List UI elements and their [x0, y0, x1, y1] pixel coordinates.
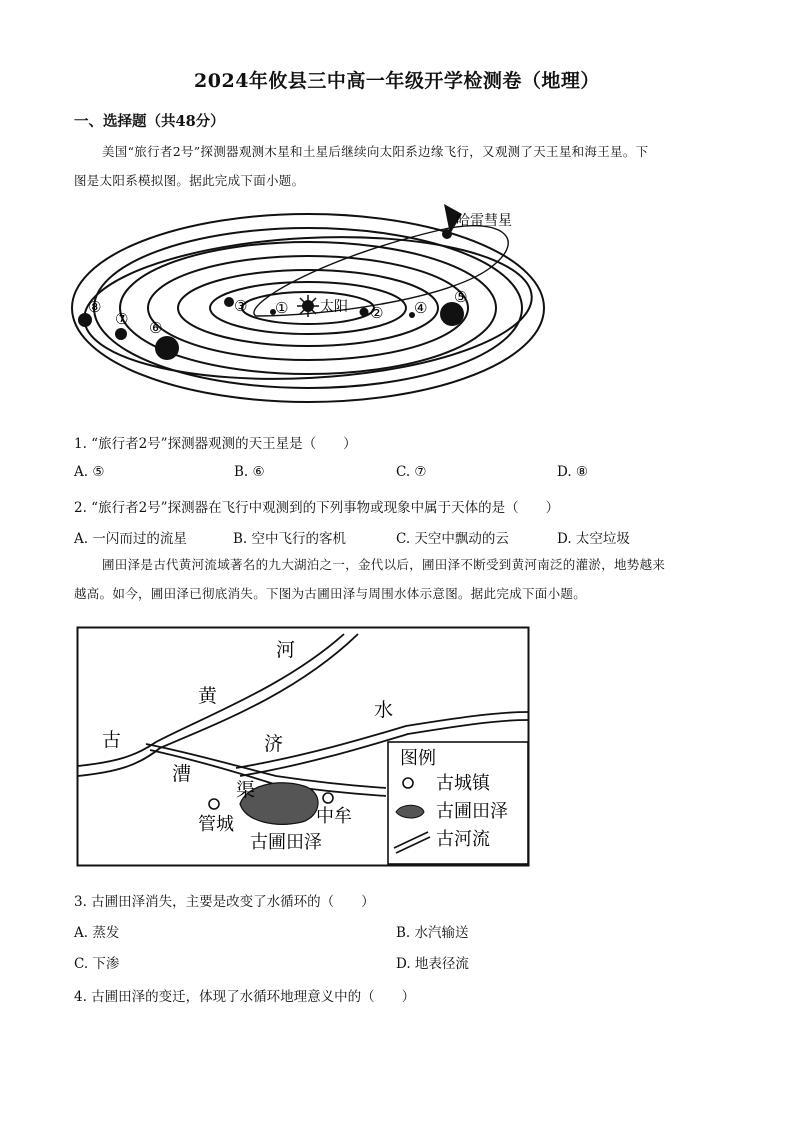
- passage-2: [74, 550, 724, 608]
- label-lake: 古圃田泽: [250, 832, 322, 853]
- label-guancheng: 管城: [198, 814, 234, 835]
- river-map-figure: [76, 626, 531, 868]
- label-he: 河: [276, 639, 296, 661]
- q3-option-c[interactable]: C. 下渗: [74, 956, 120, 972]
- comet-label: 哈雷彗星: [456, 213, 512, 229]
- passage-2-line-1: 圃田泽是古代黄河流域著名的九大湖泊之一，金代以后，圃田泽不断受到黄河南泛的灌淤，地势越来: [102, 557, 666, 572]
- planet-label-3: ③: [234, 297, 248, 315]
- legend-item-town: 古城镇: [436, 773, 490, 794]
- q3-option-d[interactable]: D. 地表径流: [396, 956, 469, 972]
- label-qu: 渠: [236, 779, 256, 801]
- question-4-stem: 4. 古圃田泽的变迁，体现了水循环地理意义中的（ ）: [74, 989, 416, 1005]
- legend-title: 图例: [400, 748, 436, 769]
- question-3-stem: 3. 古圃田泽消失，主要是改变了水循环的（ ）: [74, 894, 375, 910]
- q1-option-c[interactable]: C. ⑦: [396, 464, 427, 480]
- q3-option-b[interactable]: B. 水汽输送: [396, 925, 469, 941]
- q2-option-c[interactable]: C. 天空中飘动的云: [396, 531, 509, 547]
- planet-label-5: ⑤: [454, 288, 468, 306]
- q2-option-a[interactable]: A. 一闪而过的流星: [74, 531, 187, 547]
- label-shui: 水: [374, 699, 394, 721]
- question-2-stem: 2. “旅行者2号”探测器在飞行中观测到的下列事物或现象中属于天体的是（ ）: [74, 500, 560, 516]
- q1-option-a[interactable]: A. ⑤: [74, 464, 105, 480]
- label-cao: 漕: [172, 763, 192, 785]
- q2-option-d[interactable]: D. 太空垃圾: [557, 531, 630, 547]
- label-zhongmou: 中牟: [316, 806, 352, 827]
- q3-option-a[interactable]: A. 蒸发: [74, 925, 120, 941]
- legend-item-lake: 古圃田泽: [436, 801, 508, 822]
- planet-label-6: ⑥: [149, 319, 163, 337]
- planet-label-4: ④: [414, 299, 428, 317]
- planet-label-7: ⑦: [115, 310, 129, 328]
- label-ji: 济: [264, 733, 284, 755]
- page-title: 2024年攸县三中高一年级开学检测卷（地理）: [194, 70, 600, 92]
- label-gu: 古: [102, 729, 122, 751]
- q1-option-d[interactable]: D. ⑧: [557, 464, 589, 480]
- sun-label: 太阳: [320, 299, 348, 315]
- planet-2: [360, 308, 369, 317]
- label-huang: 黄: [198, 685, 218, 707]
- sun-rays-icon: [297, 295, 319, 317]
- passage-1-line-1: 美国“旅行者2号”探测器观测木星和土星后继续向太阳系边缘飞行，又观测了天王星和海王星。下: [102, 144, 649, 159]
- solar-system-figure: [70, 198, 550, 413]
- q2-option-b[interactable]: B. 空中飞行的客机: [233, 531, 347, 547]
- question-1-stem: 1. “旅行者2号”探测器观测的天王星是（ ）: [74, 436, 357, 452]
- planet-7: [115, 328, 127, 340]
- planet-label-2: ②: [370, 304, 384, 322]
- legend-item-river: 古河流: [436, 829, 490, 850]
- passage-2-line-2: 越高。如今，圃田泽已彻底消失。下图为古圃田泽与周围水体示意图。据此完成下面小题。: [74, 586, 587, 601]
- passage-1-line-2: 图是太阳系模拟图。据此完成下面小题。: [74, 173, 305, 188]
- comet-nucleus: [442, 229, 452, 239]
- passage-1: [74, 137, 724, 195]
- planet-label-1: ①: [275, 299, 289, 317]
- section-heading: 一、选择题（共48分）: [74, 113, 225, 130]
- planet-3: [224, 297, 234, 307]
- planet-label-8: ⑧: [88, 298, 102, 316]
- q1-option-b[interactable]: B. ⑥: [234, 464, 265, 480]
- planet-6: [155, 336, 179, 360]
- legend-lake-icon: [396, 805, 424, 818]
